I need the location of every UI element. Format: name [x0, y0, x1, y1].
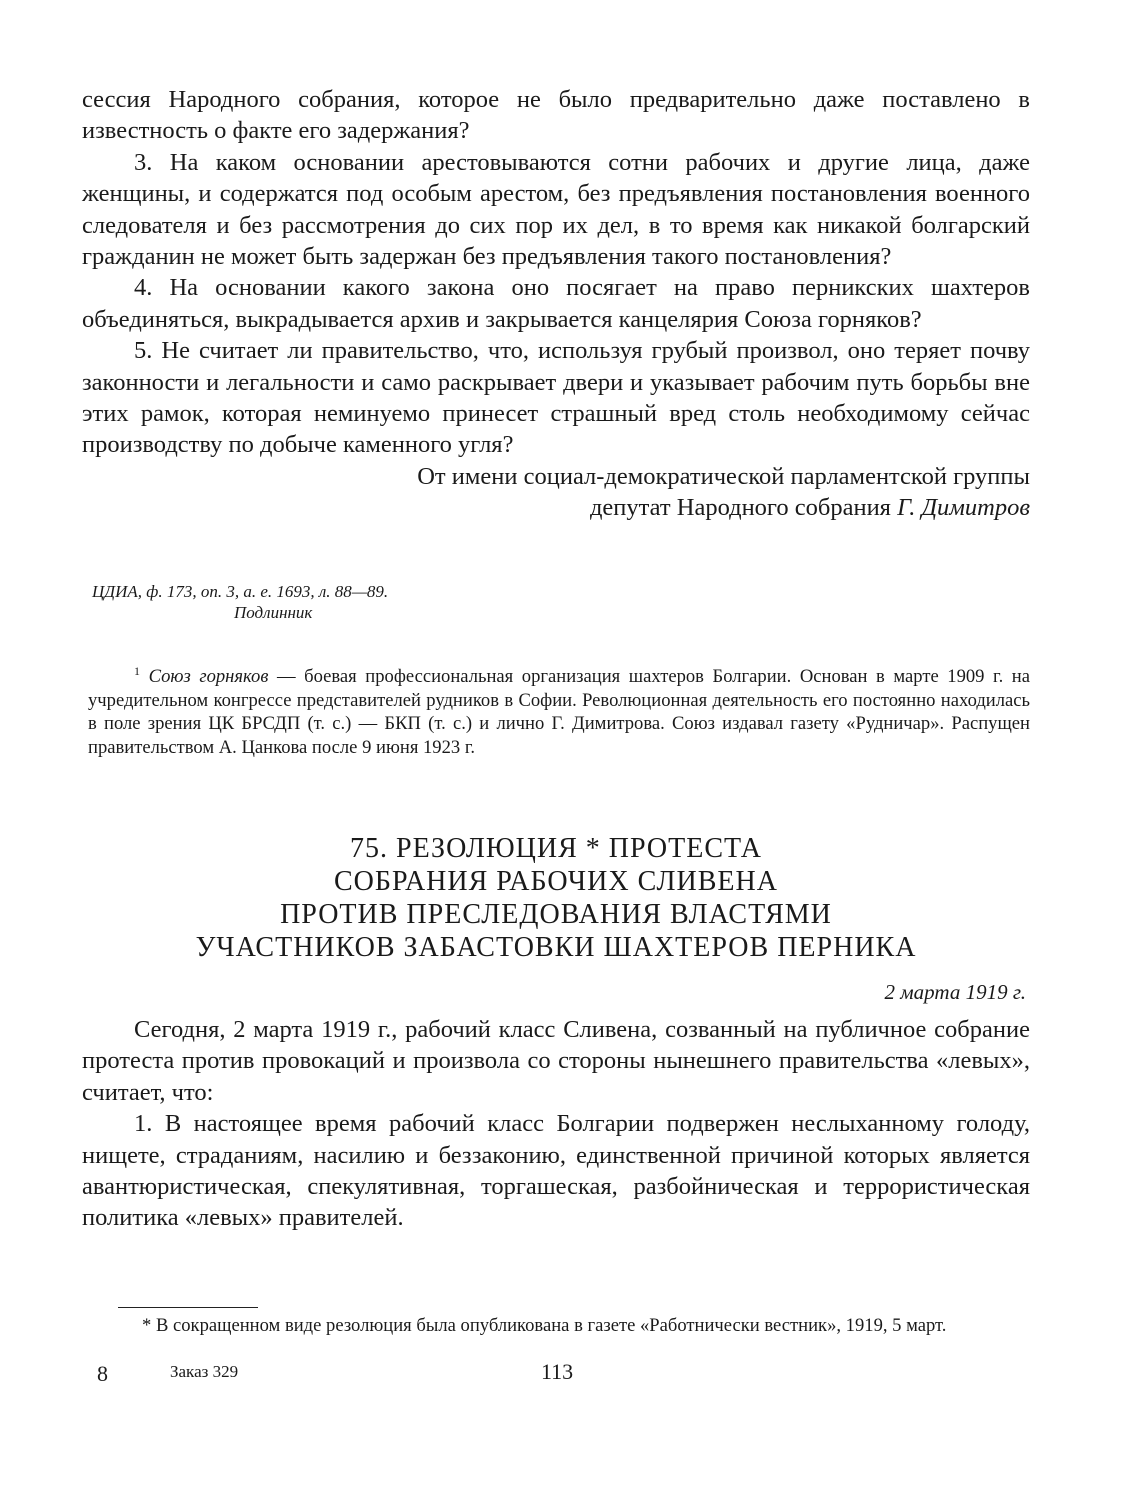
source-original-note: Подлинник	[234, 603, 313, 622]
footnote-2-text: * В сокращенном виде резолюция была опубликована в газете «Работнически вестник», 1919, 5 март.	[142, 1315, 947, 1336]
footnote-term: Союз горняков	[148, 666, 269, 688]
signature-name: Г. Димитров	[897, 494, 1030, 522]
footnote-1	[88, 660, 1030, 759]
print-order: Заказ 329	[170, 1362, 239, 1381]
title-line-1: 75. РЕЗОЛЮЦИЯ * ПРОТЕСТА	[350, 833, 762, 864]
sheet-number: 8	[97, 1361, 108, 1386]
document-title	[82, 832, 1030, 964]
resolution-body	[82, 1014, 1030, 1234]
source-reference: ЦДИА, ф. 173, оп. 3, а. е. 1693, л. 88—89.	[92, 582, 389, 601]
resolution-point-1: 1. В настоящее время рабочий класс Болгарии подвержен неслыханному голоду, нищете, страданиям, насилию и беззаконию, единственной причиной которых является авантюристическая, спекулятивная, торгашеская, разбойническая и террористическая политика «левых» правителей.	[82, 1110, 1030, 1232]
question-4: 4. На основании какого закона оно посягает на право перникских шахтеров объединяться, выкрадывается архив и закрывается канцелярия Союза горняков?	[82, 274, 1030, 333]
signature-prefix: депутат Народного собрания	[589, 494, 891, 522]
signature-line-1: От имени социал-демократической парламентской группы	[417, 462, 1030, 490]
question-5: 5. Не считает ли правительство, что, используя грубый произвол, оно теряет почву законности и легальности и само раскрывает двери и указывает рабочим путь борьбы вне этих рамок, которая неминуемо принесет страшный вред столь необходимому сейчас производству по добыче каменного угля?	[82, 337, 1030, 459]
title-line-4: УЧАСТНИКОВ ЗАБАСТОВКИ ШАХТЕРОВ ПЕРНИКА	[195, 932, 917, 963]
page-number: 113	[541, 1359, 574, 1384]
title-line-2: СОБРАНИЯ РАБОЧИХ СЛИВЕНА	[334, 866, 778, 897]
question-3: 3. На каком основании арестовываются сотни рабочих и другие лица, даже женщины, и содержатся под особым арестом, без предъявления постановления военного следователя и без рассмотрения до сих пор их дел, в то время как никакой болгарский гражданин не может быть задержан без предъявления такого постановления?	[82, 148, 1030, 271]
resolution-intro: Сегодня, 2 марта 1919 г., рабочий класс Сливена, созванный на публичное собрание протеста против провокаций и произвола со стороны нынешнего правительства «левых», считает, что:	[82, 1016, 1030, 1106]
archive-source	[92, 581, 388, 623]
footnote-2	[88, 1314, 1030, 1338]
continuation-block	[82, 84, 1030, 524]
footnote-marker: 1	[134, 664, 140, 678]
document-date: 2 марта 1919 г.	[884, 980, 1026, 1004]
signature-line-2	[82, 492, 1030, 523]
footnote-divider	[118, 1307, 258, 1308]
title-line-3: ПРОТИВ ПРЕСЛЕДОВАНИЯ ВЛАСТЯМИ	[280, 899, 832, 930]
paragraph-continuation: сессия Народного собрания, которое не было предварительно даже поставлено в известность о факте его задержания?	[82, 86, 1030, 145]
footnote-text: — боевая профессиональная организация шахтеров Болгарии. Основан в марте 1909 г. на учредительном конгрессе представителей рудников в Софии. Революционная деятельность его постоянно находилась в поле зрения ЦК БРСДП (т. с.) — БКП (т. с.) и лично Г. Димитрова. Союз издавал газету «Рудничар». Распущен правительством А. Цанкова после 9 июня 1923 г.	[88, 666, 1030, 758]
